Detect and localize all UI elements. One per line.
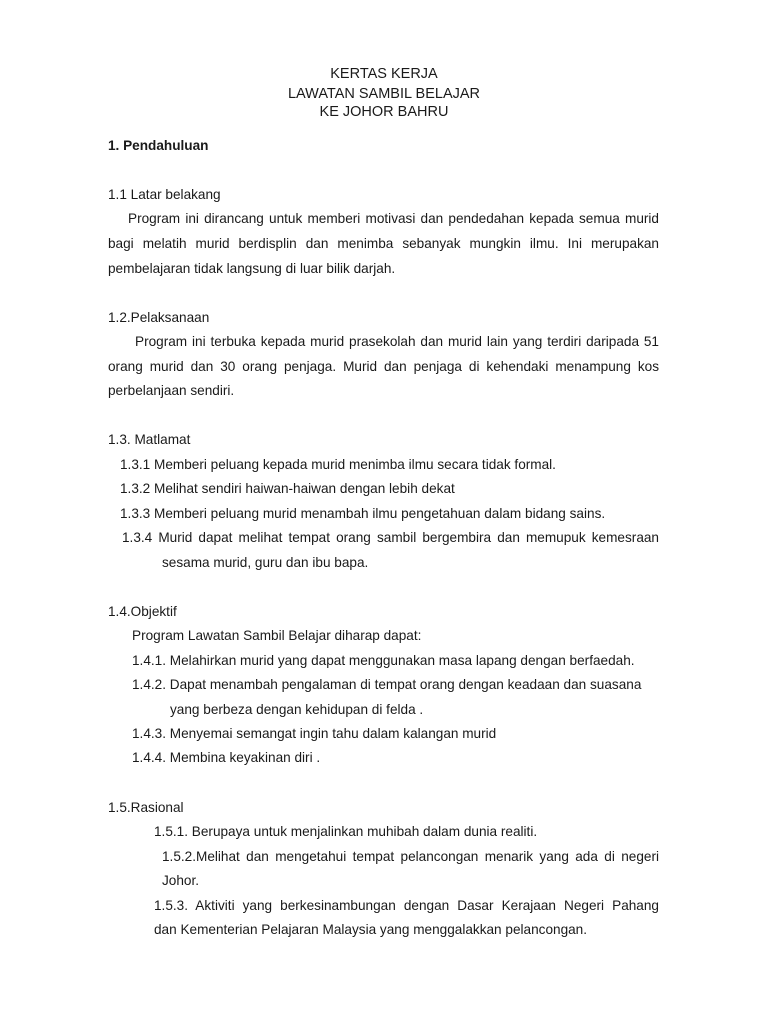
list-item: 1.3.4 Murid dapat melihat tempat orang sambil bergembira dan memupuk kemesraan (122, 530, 659, 545)
title-line-1: KERTAS KERJA (330, 66, 438, 82)
subsection-heading-rasional: 1.5.Rasional (108, 800, 184, 815)
paragraph-line: pembelajaran tidak langsung di luar bilik darjah. (108, 261, 396, 276)
list-item-continuation: sesama murid, guru dan ibu bapa. (162, 555, 369, 570)
list-item: 1.5.3. Aktiviti yang berkesinambungan dengan Dasar Kerajaan Negeri Pahang (154, 898, 659, 913)
paragraph-line: orang murid dan 30 orang penjaga. Murid dan penjaga di kehendaki menampung kos (108, 359, 659, 374)
objective-intro: Program Lawatan Sambil Belajar diharap dapat: (132, 628, 422, 643)
subsection-heading-matlamat: 1.3. Matlamat (108, 432, 191, 447)
list-item: 1.3.1 Memberi peluang kepada murid menimba ilmu secara tidak formal. (120, 457, 556, 472)
list-item-continuation: yang berbeza dengan kehidupan di felda . (170, 702, 424, 717)
paragraph-line: perbelanjaan sendiri. (108, 383, 235, 398)
list-item: 1.4.2. Dapat menambah pengalaman di tempat orang dengan keadaan dan suasana (132, 677, 642, 692)
title-line-3: KE JOHOR BAHRU (319, 104, 449, 120)
list-item: 1.4.1. Melahirkan murid yang dapat menggunakan masa lapang dengan berfaedah. (132, 653, 635, 668)
paragraph-line: Program ini dirancang untuk memberi motivasi dan pendedahan kepada semua murid (128, 211, 659, 226)
list-item-continuation: Johor. (162, 873, 200, 888)
list-item: 1.4.4. Membina keyakinan diri . (132, 750, 321, 765)
section-heading-pendahuluan: 1. Pendahuluan (108, 138, 209, 153)
list-item: 1.3.2 Melihat sendiri haiwan-haiwan dengan lebih dekat (120, 481, 455, 496)
list-item: 1.3.3 Memberi peluang murid menambah ilmu pengetahuan dalam bidang sains. (120, 506, 606, 521)
list-item: 1.4.3. Menyemai semangat ingin tahu dalam kalangan murid (132, 726, 497, 741)
list-item: 1.5.2.Melihat dan mengetahui tempat pelancongan menarik yang ada di negeri (162, 849, 659, 864)
subsection-heading-objektif: 1.4.Objektif (108, 604, 177, 619)
list-item: 1.5.1. Berupaya untuk menjalinkan muhibah dalam dunia realiti. (154, 824, 538, 839)
subsection-heading-latar-belakang: 1.1 Latar belakang (108, 187, 221, 202)
paragraph-line: Program ini terbuka kepada murid prasekolah dan murid lain yang terdiri daripada 51 (135, 334, 659, 349)
subsection-heading-pelaksanaan: 1.2.Pelaksanaan (108, 310, 210, 325)
paragraph-line: bagi melatih murid berdisplin dan menimba sebanyak mungkin ilmu. Ini merupakan (108, 236, 659, 251)
title-line-2: LAWATAN SAMBIL BELAJAR (287, 86, 481, 102)
list-item-continuation: dan Kementerian Pelajaran Malaysia yang menggalakkan pelancongan. (154, 922, 588, 937)
